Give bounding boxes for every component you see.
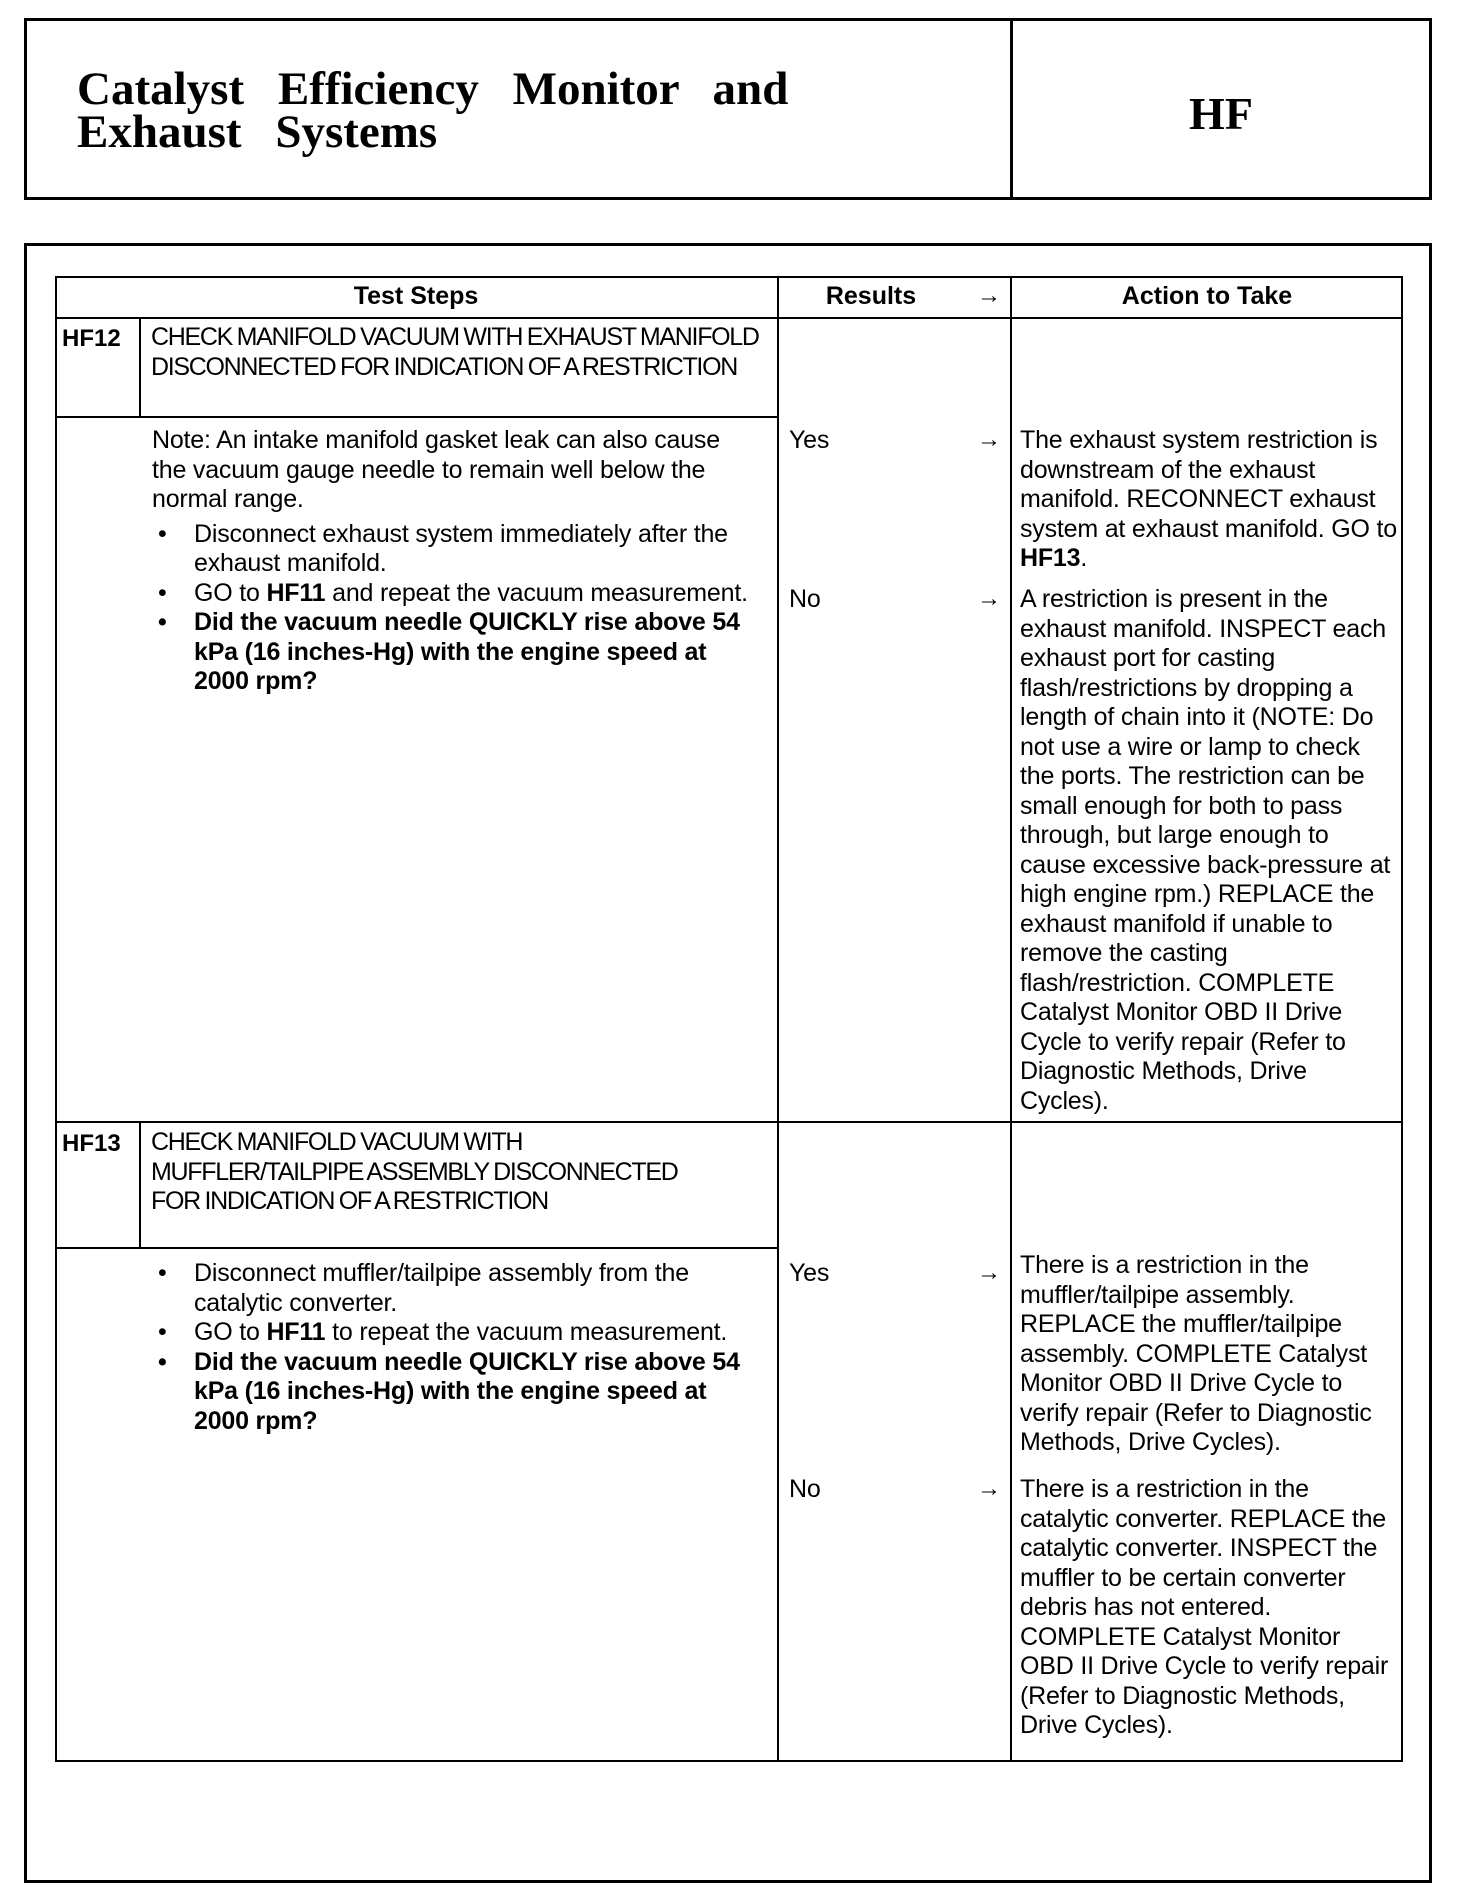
col-header-test-steps: Test Steps (353, 282, 479, 310)
page-header (24, 18, 1432, 200)
hf12-action-yes-text-a: The exhaust system restriction is downstream of the exhaust manifold. RECONNECT exhaust system at exhaust manifold. GO to (1020, 426, 1397, 543)
hf13-bullet-3: • Did the vacuum needle QUICKLY rise above 54 kPa (16 inches-Hg) with the engine speed at 2000 rpm? (152, 1348, 748, 1437)
section-title-line1: Catalyst Efficiency Monitor and (77, 63, 789, 115)
table-border-left (55, 276, 57, 1762)
hf12-action-yes-ref: HF13 (1020, 544, 1081, 572)
hf12-step-title: CHECK MANIFOLD VACUUM WITH EXHAUST MANIFOLD DISCONNECTED FOR INDICATION OF A RESTRICTION (151, 323, 759, 381)
hf12-bullet-2 (152, 579, 748, 609)
hf12-bullet-2-text-a: GO to (194, 578, 267, 607)
action-column-divider (1010, 276, 1012, 1762)
hf12-action-no: A restriction is present in the exhaust manifold. INSPECT each exhaust port for casting flash/restrictions by dropping a length of chain into it (NOTE: Do not use a wire or lamp to check the ports. The restriction can be small enough for both to pass through, but large enough to cause excessive back-pressure at high engine rpm.) REPLACE the exhaust manifold if unable to remove the casting flash/restriction. COMPLETE Catalyst Monitor OBD II Drive Cycle to verify repair (Refer to Diagnostic Methods, Drive Cycles). (1020, 585, 1391, 1115)
hf13-no-arrow-icon: → (977, 1475, 1001, 1502)
hf13-bullet-2 (152, 1318, 748, 1348)
hf13-action-yes: There is a restriction in the muffler/tailpipe assembly. REPLACE the muffler/tailpipe assembly. COMPLETE Catalyst Monitor OBD II Drive Cycle to verify repair (Refer to Diagnostic Methods, Drive Cycles). (1020, 1251, 1372, 1456)
hf12-action-yes-text-b: . (1080, 544, 1088, 572)
table-header-divider (55, 317, 1403, 319)
step-code-hf12: HF12 (62, 325, 121, 352)
hf13-bullet-2-text-a: GO to (194, 1318, 267, 1346)
hf13-result-no: No (789, 1475, 821, 1503)
hf12-bullet-2-text-b: and repeat the vacuum measurement. (325, 578, 748, 607)
table-border-bottom (55, 1760, 1403, 1762)
hf13-yes-arrow-icon: → (977, 1259, 1001, 1286)
hf12-bullet-2-ref: HF11 (266, 578, 326, 607)
hf13-step-title: CHECK MANIFOLD VACUUM WITH MUFFLER/TAILPIPE ASSEMBLY DISCONNECTED FOR INDICATION OF A RESTRICTION (151, 1128, 678, 1215)
hf13-result-yes: Yes (789, 1259, 830, 1287)
hf12-title-divider (55, 416, 777, 418)
hf12-hf13-divider (55, 1121, 1403, 1123)
table-border-right (1401, 276, 1403, 1762)
section-title (27, 21, 1013, 197)
results-column-divider (777, 276, 779, 1762)
hf12-instructions (152, 426, 748, 697)
hf12-action-yes (1020, 426, 1397, 574)
hf12-note: Note: An intake manifold gasket leak can also cause the vacuum gauge needle to remain well below the normal range. (152, 426, 720, 513)
section-title-line2: Exhaust Systems (77, 106, 438, 158)
step-code-hf13: HF13 (62, 1130, 121, 1157)
hf12-result-yes: Yes (789, 426, 830, 454)
hf13-bullet-2-text-b: to repeat the vacuum measurement. (325, 1318, 728, 1346)
diagnostic-table (55, 276, 1403, 1762)
section-code: HF (1189, 87, 1253, 139)
hf13-instructions (152, 1259, 748, 1436)
results-arrow-icon: → (977, 282, 1001, 309)
hf13-action-no: There is a restriction in the catalytic converter. REPLACE the catalytic converter. INSPECT the muffler to be certain converter debris has not entered. COMPLETE Catalyst Monitor OBD II Drive Cycle to verify repair (Refer to Diagnostic Methods, Drive Cycles). (1020, 1475, 1389, 1739)
hf12-no-arrow-icon: → (977, 585, 1001, 612)
table-border-top (55, 276, 1403, 278)
hf12-bullet-3: • Did the vacuum needle QUICKLY rise above 54 kPa (16 inches-Hg) with the engine speed at 2000 rpm? (152, 608, 748, 697)
hf12-bullet-1: • Disconnect exhaust system immediately after the exhaust manifold. (152, 520, 748, 579)
hf12-result-no: No (789, 585, 821, 613)
hf12-yes-arrow-icon: → (977, 426, 1001, 453)
hf13-title-divider (55, 1247, 777, 1249)
hf12-code-divider (139, 317, 141, 417)
hf13-code-divider (139, 1121, 141, 1248)
col-header-action: Action to Take (1121, 282, 1293, 310)
hf13-bullet-1: • Disconnect muffler/tailpipe assembly from the catalytic converter. (152, 1259, 748, 1318)
hf13-bullet-2-ref: HF11 (266, 1318, 326, 1346)
col-header-results: Results (825, 282, 917, 310)
